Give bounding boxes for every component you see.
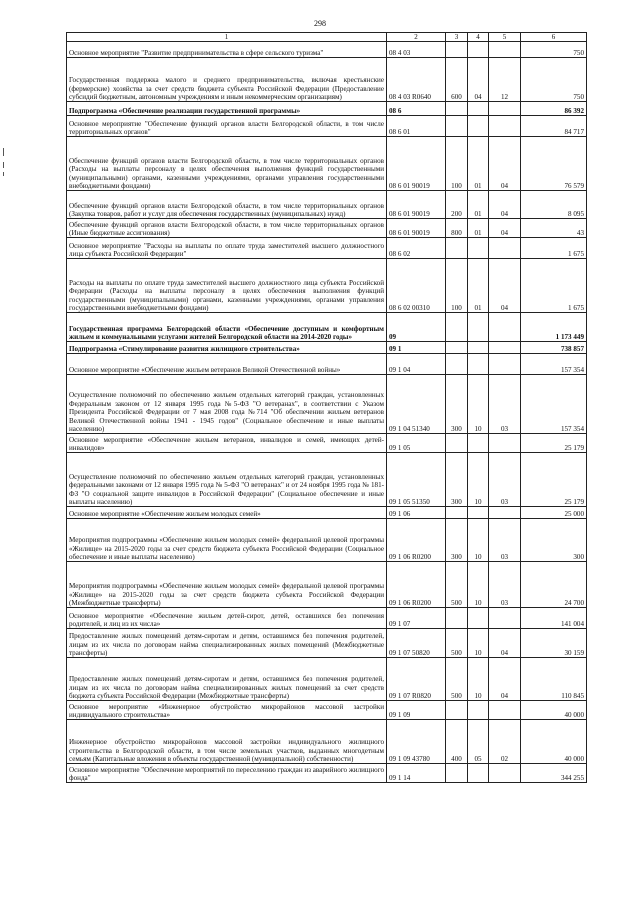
table-row [67, 658, 587, 701]
table-row [67, 219, 587, 238]
row-description: Инженерное обустройство микрорайонов массовой застройки индивидуального жилищного строительства в Белгородской области, в том числе земельных участков, выданных многодетным семьям (Капитальные вложения в объекты государственной (муниципальной) собственности) [67, 720, 387, 764]
row-section [468, 507, 489, 519]
row-target-code: 08 6 01 90019 [387, 219, 446, 238]
row-section [468, 342, 489, 354]
row-subsection [489, 116, 521, 137]
row-subsection [489, 102, 521, 116]
row-target-code: 09 1 09 [387, 701, 446, 720]
row-target-code: 08 6 02 00310 [387, 259, 446, 313]
row-subsection: 04 [489, 191, 521, 219]
row-section [468, 608, 489, 629]
row-description: Основное мероприятие "Обеспечение функций органов власти Белгородской области, в том числе территориальных органов" [67, 116, 387, 137]
row-target-code: 09 1 05 51350 [387, 453, 446, 507]
row-amount: 25 179 [521, 453, 587, 507]
table-row [67, 259, 587, 313]
row-section [468, 313, 489, 342]
row-section: 01 [468, 219, 489, 238]
row-amount: 24 700 [521, 562, 587, 608]
row-target-code: 09 1 07 [387, 608, 446, 629]
row-amount: 25 000 [521, 507, 587, 519]
page-number: 298 [314, 19, 326, 28]
row-description: Расходы на выплаты по оплате труда заместителей высшего должностного лица субъекта Российской Федерации (Расходы на выплаты персоналу в целях обеспечения выполнения функций государственными (муниципальными) органами, казенными учреждениями, органами управления государственными внебюджетными фондами) [67, 259, 387, 313]
row-description: Государственная программа Белгородской области «Обеспечение доступным и комфортным жильем и коммунальными услугами жителей Белгородской области на 2014-2020 годы» [67, 313, 387, 342]
row-amount: 750 [521, 58, 587, 102]
row-description: Основное мероприятие "Обеспечение мероприятий по переселению граждан из аварийного жилищного фонда" [67, 764, 387, 783]
table-row [67, 375, 587, 434]
row-target-code: 09 1 06 R0200 [387, 519, 446, 562]
row-subsection [489, 507, 521, 519]
row-description: Основное мероприятие «Обеспечение жильем ветеранов Великой Отечественной войны» [67, 354, 387, 375]
row-expense-type: 500 [446, 658, 468, 701]
table-row [67, 519, 587, 562]
budget-table [66, 32, 587, 783]
row-description: Предоставление жилых помещений детям-сиротам и детям, оставшимся без попечения родителей, лицам из их числа по договорам найма специализированных жилых помещений за счет средств бюджета субъекта Российской Федерации (Межбюджетные трансферты) [67, 658, 387, 701]
row-description: Основное мероприятие «Инженерное обустройство микрорайонов массовой застройки индивидуального строительства» [67, 701, 387, 720]
row-subsection [489, 238, 521, 259]
row-target-code: 09 [387, 313, 446, 342]
row-section [468, 354, 489, 375]
row-expense-type: 400 [446, 720, 468, 764]
row-amount: 750 [521, 42, 587, 58]
row-expense-type: 600 [446, 58, 468, 102]
row-amount: 40 000 [521, 701, 587, 720]
row-description: Обеспечение функций органов власти Белгородской области, в том числе территориальных органов (Иные бюджетные ассигнования) [67, 219, 387, 238]
row-expense-type [446, 764, 468, 783]
row-amount: 30 159 [521, 629, 587, 658]
row-subsection [489, 608, 521, 629]
row-expense-type [446, 354, 468, 375]
row-section [468, 116, 489, 137]
row-amount: 344 255 [521, 764, 587, 783]
row-expense-type: 300 [446, 519, 468, 562]
row-amount: 84 717 [521, 116, 587, 137]
row-description: Основное мероприятие "Расходы на выплаты по оплате труда заместителей высшего должностного лица субъекта Российской Федерации" [67, 238, 387, 259]
row-section [468, 102, 489, 116]
row-subsection: 04 [489, 219, 521, 238]
row-amount: 40 000 [521, 720, 587, 764]
row-section [468, 764, 489, 783]
row-target-code: 09 1 04 [387, 354, 446, 375]
row-section: 05 [468, 720, 489, 764]
row-description: Государственная поддержка малого и среднего предпринимательства, включая крестьянские (фермерские) хозяйства за счет средств бюджета субъекта Российской Федерации (Предоставление субсидий бюджетным, автономным учреждениям и иным некоммерческим организациям) [67, 58, 387, 102]
column-header: 3 [446, 33, 468, 42]
row-description: Мероприятия подпрограммы «Обеспечение жильем молодых семей» федеральной целевой программы «Жилище» на 2015-2020 годы за счет средств бюджета субъекта Российской Федерации (Социальное обеспечение и иные выплаты населению) [67, 519, 387, 562]
binder-mark [3, 148, 4, 156]
row-target-code: 08 6 01 [387, 116, 446, 137]
row-target-code: 09 1 14 [387, 764, 446, 783]
table-header-row [67, 33, 587, 42]
row-subsection [489, 354, 521, 375]
table-row [67, 313, 587, 342]
row-amount: 738 857 [521, 342, 587, 354]
row-section: 10 [468, 658, 489, 701]
row-description: Основное мероприятие «Обеспечение жильем молодых семей» [67, 507, 387, 519]
row-amount: 157 354 [521, 354, 587, 375]
row-amount: 25 179 [521, 434, 587, 453]
row-subsection: 12 [489, 58, 521, 102]
column-header: 5 [489, 33, 521, 42]
row-expense-type: 200 [446, 191, 468, 219]
table-row [67, 434, 587, 453]
row-subsection: 04 [489, 658, 521, 701]
row-subsection: 03 [489, 519, 521, 562]
row-subsection [489, 342, 521, 354]
row-amount: 157 354 [521, 375, 587, 434]
row-description: Осуществление полномочий по обеспечению жильем отдельных категорий граждан, установленных Федеральным законом от 12 января 1995 года №5-ФЗ "О ветеранах", в соответствии с Указом Президента Российской Федерации от 7 мая 2008 года №714 "Об обеспечении жильем ветеранов Великой Отечественной войны 1941 - 1945 годов" (Социальное обеспечение и иные выплаты населению) [67, 375, 387, 434]
column-header: 2 [387, 33, 446, 42]
row-target-code: 08 6 [387, 102, 446, 116]
row-target-code: 09 1 06 [387, 507, 446, 519]
row-subsection [489, 764, 521, 783]
row-description: Основное мероприятие «Обеспечение жильем детей-сирот, детей, оставшихся без попечения родителей, и лиц из их числа» [67, 608, 387, 629]
table-row [67, 562, 587, 608]
row-section: 10 [468, 453, 489, 507]
row-description: Осуществление полномочий по обеспечению жильем отдельных категорий граждан, установленных федеральными законами от 12 января 1995 года № 5-ФЗ "О ветеранах" и от 24 ноября 1995 года № 181-ФЗ "О социальной защите инвалидов в Российской Федерации" (Социальное обеспечение и иные выплаты населению) [67, 453, 387, 507]
table-row [67, 629, 587, 658]
row-subsection: 04 [489, 259, 521, 313]
row-target-code: 09 1 09 43780 [387, 720, 446, 764]
row-target-code: 08 6 02 [387, 238, 446, 259]
row-section: 10 [468, 519, 489, 562]
row-description: Мероприятия подпрограммы «Обеспечение жильем молодых семей» федеральной целевой программы «Жилище» на 2015-2020 годы за счет средств бюджета субъекта Российской Федерации (Межбюджетные трансферты) [67, 562, 387, 608]
row-amount: 1 675 [521, 238, 587, 259]
row-expense-type [446, 608, 468, 629]
row-amount: 76 579 [521, 137, 587, 191]
row-description: Предоставление жилых помещений детям-сиротам и детям, оставшимся без попечения родителей, лицам из их числа по договорам найма специализированных жилых помещений (Межбюджетные трансферты) [67, 629, 387, 658]
table-row [67, 453, 587, 507]
binder-mark [3, 172, 4, 176]
table-row [67, 116, 587, 137]
column-header: 4 [468, 33, 489, 42]
row-subsection [489, 42, 521, 58]
table-row [67, 701, 587, 720]
row-subsection [489, 313, 521, 342]
row-subsection: 03 [489, 562, 521, 608]
row-section: 01 [468, 137, 489, 191]
row-section [468, 701, 489, 720]
table-row [67, 720, 587, 764]
row-expense-type: 100 [446, 137, 468, 191]
row-section: 10 [468, 629, 489, 658]
row-amount: 8 095 [521, 191, 587, 219]
table-row [67, 342, 587, 354]
row-subsection: 02 [489, 720, 521, 764]
row-subsection [489, 434, 521, 453]
row-subsection: 03 [489, 453, 521, 507]
row-expense-type [446, 116, 468, 137]
row-expense-type [446, 507, 468, 519]
row-target-code: 09 1 04 51340 [387, 375, 446, 434]
row-section [468, 434, 489, 453]
row-description: Обеспечение функций органов власти Белгородской области, в том числе территориальных органов (Закупка товаров, работ и услуг для обеспечения государственных (муниципальных) нужд) [67, 191, 387, 219]
row-subsection [489, 701, 521, 720]
column-header: 6 [521, 33, 587, 42]
row-amount: 43 [521, 219, 587, 238]
row-section: 01 [468, 259, 489, 313]
column-header: 1 [67, 33, 387, 42]
row-section [468, 238, 489, 259]
row-target-code: 09 1 07 50820 [387, 629, 446, 658]
table-row [67, 354, 587, 375]
table-row [67, 42, 587, 58]
table-row [67, 191, 587, 219]
row-expense-type [446, 342, 468, 354]
row-section: 10 [468, 375, 489, 434]
row-amount: 1 675 [521, 259, 587, 313]
row-amount: 300 [521, 519, 587, 562]
row-expense-type [446, 102, 468, 116]
row-target-code: 08 4 03 [387, 42, 446, 58]
table-row [67, 58, 587, 102]
row-expense-type [446, 42, 468, 58]
row-amount: 86 392 [521, 102, 587, 116]
table-row [67, 102, 587, 116]
row-expense-type: 800 [446, 219, 468, 238]
row-amount: 141 004 [521, 608, 587, 629]
row-subsection: 04 [489, 629, 521, 658]
table-row [67, 137, 587, 191]
row-expense-type: 100 [446, 259, 468, 313]
row-section: 04 [468, 58, 489, 102]
row-target-code: 09 1 05 [387, 434, 446, 453]
row-expense-type: 300 [446, 375, 468, 434]
row-expense-type: 300 [446, 453, 468, 507]
binder-mark [3, 162, 4, 168]
table-row [67, 238, 587, 259]
row-subsection: 04 [489, 137, 521, 191]
table-row [67, 507, 587, 519]
row-section: 01 [468, 191, 489, 219]
row-expense-type [446, 701, 468, 720]
row-expense-type: 500 [446, 629, 468, 658]
row-description: Обеспечение функций органов власти Белгородской области, в том числе территориальных органов (Расходы на выплаты персоналу в целях обеспечения выполнения функций государственными (муниципальными) органами, казенными учреждениями, органами управления государственными внебюджетными фондами) [67, 137, 387, 191]
row-description: Подпрограмма «Стимулирование развития жилищного строительства» [67, 342, 387, 354]
row-expense-type [446, 238, 468, 259]
row-target-code: 08 6 01 90019 [387, 137, 446, 191]
row-target-code: 09 1 [387, 342, 446, 354]
row-target-code: 08 6 01 90019 [387, 191, 446, 219]
row-expense-type: 500 [446, 562, 468, 608]
row-expense-type [446, 313, 468, 342]
table-row [67, 608, 587, 629]
row-amount: 1 173 449 [521, 313, 587, 342]
row-amount: 110 845 [521, 658, 587, 701]
row-description: Основное мероприятие «Обеспечение жильем ветеранов, инвалидов и семей, имеющих детей-инвалидов» [67, 434, 387, 453]
row-target-code: 09 1 06 R0200 [387, 562, 446, 608]
row-description: Подпрограмма «Обеспечение реализации государственной программы» [67, 102, 387, 116]
row-section: 10 [468, 562, 489, 608]
row-description: Основное мероприятие "Развитие предпринимательства в сфере сельского туризма" [67, 42, 387, 58]
row-target-code: 09 1 07 R0820 [387, 658, 446, 701]
row-section [468, 42, 489, 58]
row-target-code: 08 4 03 R0640 [387, 58, 446, 102]
table-row [67, 764, 587, 783]
row-expense-type [446, 434, 468, 453]
row-subsection: 03 [489, 375, 521, 434]
